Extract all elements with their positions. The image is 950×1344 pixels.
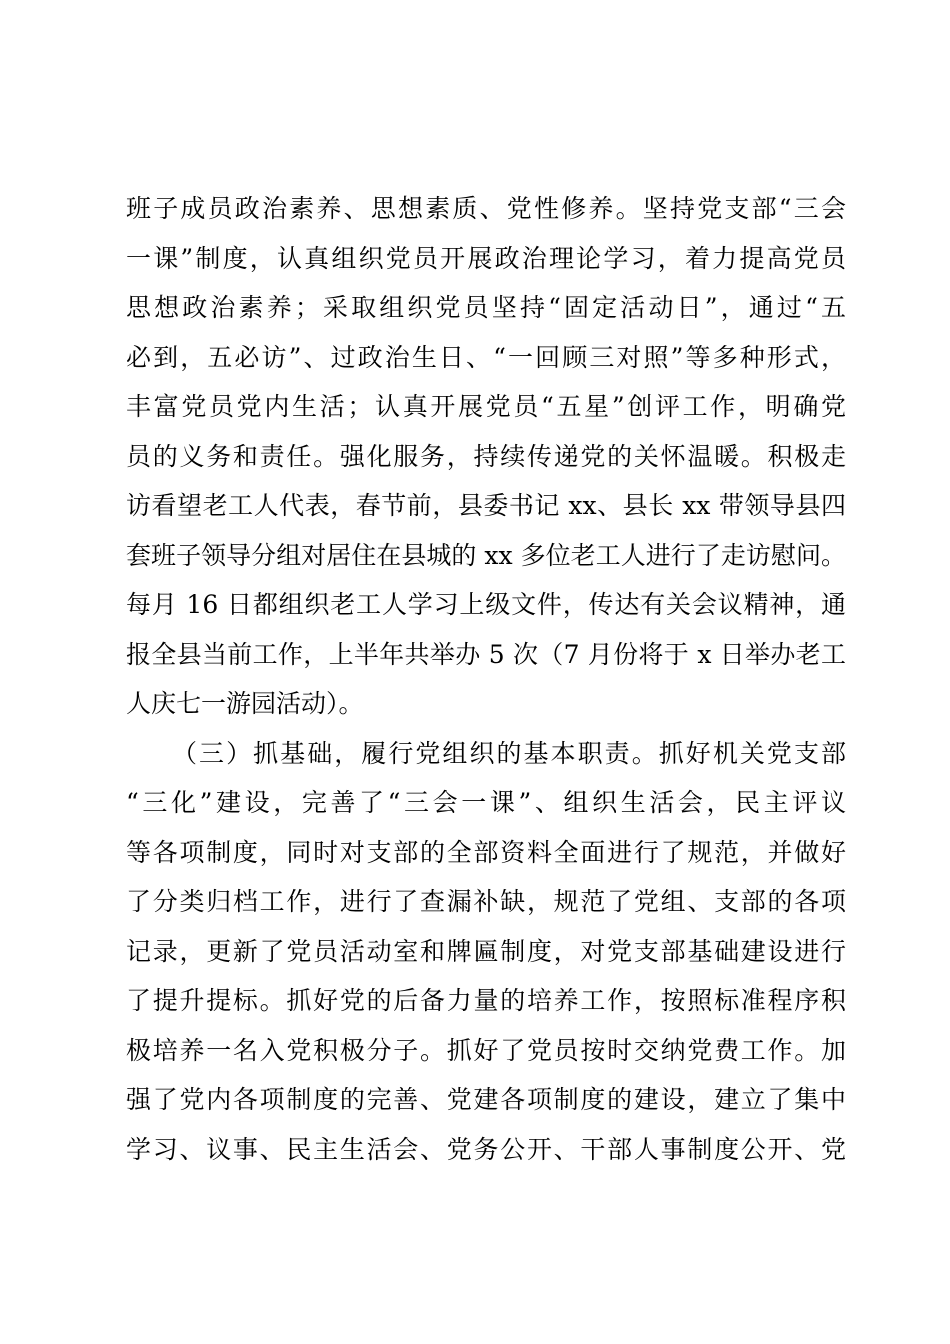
text-line: “三化”建设，完善了“三会一课”、组织生活会，民主评议 xyxy=(126,788,846,817)
text-line: 丰富党员党内生活；认真开展党员“五星”创评工作，明确党 xyxy=(126,392,846,421)
text-line: 人庆七一游园活动）。 xyxy=(126,689,364,718)
text-line: 记录，更新了党员活动室和牌匾制度，对党支部基础建设进行 xyxy=(126,936,846,966)
body-text xyxy=(126,184,846,1174)
text-line: 强了党内各项制度的完善、党建各项制度的建设，建立了集中 xyxy=(126,1085,846,1114)
text-line: 员的义务和责任。强化服务，持续传递党的关怀温暖。积极走 xyxy=(126,441,846,471)
text-line: 报全县当前工作，上半年共举办 5 次（7 月份将于 x 日举办老工 xyxy=(126,639,846,669)
text-line: 访看望老工人代表，春节前，县委书记 xx、县长 xx 带领导县四 xyxy=(126,491,846,520)
text-line: 学习、议事、民主生活会、党务公开、干部人事制度公开、党 xyxy=(126,1134,846,1164)
text-line: 一课”制度，认真组织党员开展政治理论学习，着力提高党员 xyxy=(126,243,846,273)
section-heading-line: （三）抓基础，履行党组织的基本职责。抓好机关党支部 xyxy=(172,738,846,768)
text-line: 每月 16 日都组织老工人学习上级文件，传达有关会议精神，通 xyxy=(126,590,846,619)
text-line: 必到，五必访”、过政治生日、“一回顾三对照”等多种形式， xyxy=(126,342,846,372)
text-line: 极培养一名入党积极分子。抓好了党员按时交纳党费工作。加 xyxy=(126,1035,846,1065)
text-line: 等各项制度，同时对支部的全部资料全面进行了规范，并做好 xyxy=(126,837,846,867)
text-line: 了提升提标。抓好党的后备力量的培养工作，按照标准程序积 xyxy=(126,986,846,1015)
text-line: 班子成员政治素养、思想素质、党性修养。坚持党支部“三会 xyxy=(126,194,846,223)
text-line: 套班子领导分组对居住在县城的 xx 多位老工人进行了走访慰问。 xyxy=(126,540,846,570)
text-line: 思想政治素养；采取组织党员坚持“固定活动日”，通过“五 xyxy=(126,293,846,322)
text-line: 了分类归档工作，进行了查漏补缺，规范了党组、支部的各项 xyxy=(126,887,846,916)
